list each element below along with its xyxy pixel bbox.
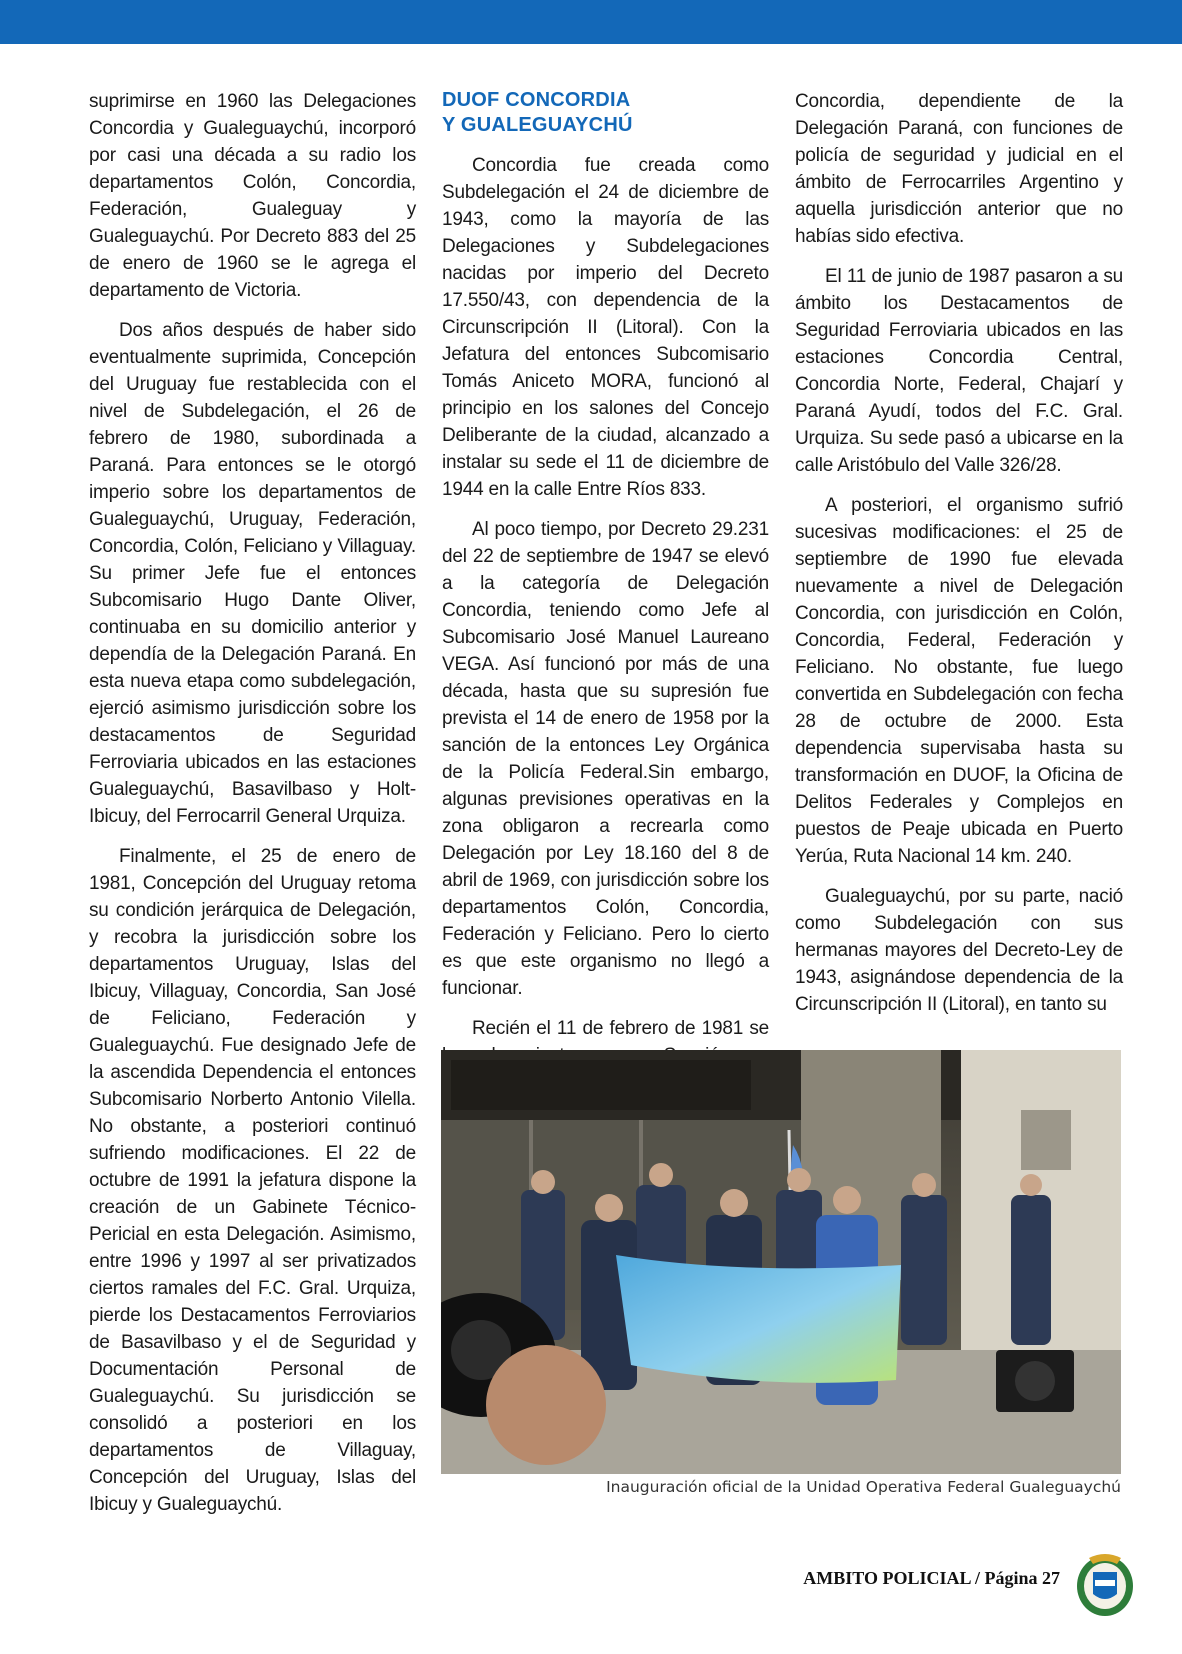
section-heading-line: Y GUALEGUAYCHÚ: [442, 114, 633, 136]
text-column-1: [89, 88, 416, 1531]
paragraph: A posteriori, el organismo sufrió sucesivas modificaciones: el 25 de septiembre de 1990 fue elevada nuevamente a nivel de Delegación Concordia, con jurisdicción en Colón, Concordia, Federal, Federación y Feliciano. No obstante, fue luego convertida en Subdelegación con fecha 28 de octubre de 2000. Esta dependencia supervisaba hasta su transformación en DUOF, la Oficina de Delitos Federales y Complejos en puestos de Peaje ubicada en Puerto Yerúa, Ruta Nacional 14 km. 240.: [795, 495, 1123, 867]
paragraph: Recién el 11 de febrero de 1981 se: [472, 1018, 769, 1039]
top-banner: [0, 0, 1182, 44]
text-column-3: [795, 88, 1123, 1031]
ceremony-photo-illustration: [441, 1050, 1121, 1474]
photo-caption: Inauguración oficial de la Unidad Operativa Federal Gualeguaychú: [606, 1478, 1121, 1496]
section-heading: [442, 88, 769, 138]
ceremony-photo: [441, 1050, 1121, 1474]
paragraph: Gualeguaychú, por su parte, nació como Subdelegación con sus hermanas mayores del Decreto-Ley de 1943, asignándose dependencia de la Circunscripción II (Litoral), en tanto su: [795, 886, 1123, 1015]
paragraph: El 11 de junio de 1987 pasaron a su ámbito los Destacamentos de Seguridad Ferroviaria ubicados en las estaciones Concordia Central, Concordia Norte, Federal, Chajarí y Paraná Ayudí, todos del F.C. Gral. Urquiza. Su sede pasó a ubicarse en la calle Aristóbulo del Valle 326/28.: [795, 266, 1123, 476]
paragraph: Finalmente, el 25 de enero de 1981, Concepción del Uruguay retoma su condición jerárquica de Delegación, y recobra la jurisdicción sobre los departamentos Uruguay, Islas del Ibicuy, Villaguay, Concordia, San José de Feliciano, Federación y Gualeguaychú. Fue designado Jefe de la ascendida Dependencia el entonces Subcomisario Norberto Antonio Vilella. No obstante, a posteriori continuó sufriendo modificaciones. El 22 de octubre de 1991 la jefatura dispone la creación de un Gabinete Técnico-Pericial en esta Delegación. Asimismo, entre 1996 y 1997 al ser privatizados ciertos ramales del F.C. Gral. Urquiza, pierde los Destacamentos Ferroviarios de Basavilbaso y el de Seguridad y Documentación Personal de Gualeguaychú. Su jurisdicción se consolidó a posteriori en los departamentos de Villaguay, Concepción del Uruguay, Islas del Ibicuy y Gualeguaychú.: [89, 846, 416, 1515]
page-footer: AMBITO POLICIAL / Página 27: [803, 1568, 1060, 1588]
paragraph: suprimirse en 1960 las Delegaciones Concordia y Gualeguaychú, incorporó por casi una década a su radio los departamentos Colón, Concordia, Federación, Gualeguay y Gualeguaychú. Por Decreto 883 del 25 de enero de 1960 se le agrega el departamento de Victoria.: [89, 91, 416, 301]
paragraph: Dos años después de haber sido eventualmente suprimida, Concepción del Uruguay fue restablecida con el nivel de Subdelegación, el 26 de febrero de 1980, subordinada a Paraná. Para entonces se le otorgó imperio sobre los departamentos de Gualeguaychú, Uruguay, Federación, Concordia, Colón, Feliciano y Villaguay. Su primer Jefe fue el entonces Subcomisario Hugo Dante Oliver, continuaba en su domicilio anterior y dependía de la Delegación Paraná. En esta nueva etapa como subdelegación, ejerció asimismo jurisdicción sobre los destacamentos de Seguridad Ferroviaria ubicados en las estaciones Gualeguaychú, Basavilbaso y Holt-Ibicuy, del Ferrocarril General Urquiza.: [89, 320, 416, 827]
police-crest-icon: [1073, 1550, 1137, 1618]
text-column-2: [442, 88, 769, 1082]
section-heading-line: DUOF CONCORDIA: [442, 89, 631, 111]
paragraph: Concordia, dependiente de la Delegación Paraná, con funciones de policía de seguridad y judicial en el ámbito de Ferrocarriles Argentino y aquella jurisdicción anterior que no habías sido efectiva.: [795, 91, 1123, 247]
paragraph: Concordia fue creada como Subdelegación el 24 de diciembre de 1943, como la mayoría de las Delegaciones y Subdelegaciones nacidas por imperio del Decreto 17.550/43, con dependencia de la Circunscripción II (Litoral). Con la Jefatura del entonces Subcomisario Tomás Aniceto MORA, funcionó al principio en los salones del Concejo Deliberante de la ciudad, alcanzado a instalar su sede el 11 de diciembre de 1944 en la calle Entre Ríos 833.: [442, 155, 769, 500]
paragraph: Al poco tiempo, por Decreto 29.231 del 22 de septiembre de 1947 se elevó a la categoría de Delegación Concordia, teniendo como Jefe al Subcomisario José Manuel Laureano VEGA. Así funcionó por más de una década, hasta que su supresión fue prevista el 14 de enero de 1958 por la sanción de la entonces Ley Orgánica de la Policía Federal.Sin embargo, algunas previsiones operativas en la zona obligaron a recrearla como Delegación por Ley 18.160 del 8 de abril de 1969, con jurisdicción sobre los departamentos Colón, Concordia, Federación y Feliciano. Pero lo cierto es que este organismo no llegó a funcionar.: [442, 519, 769, 999]
